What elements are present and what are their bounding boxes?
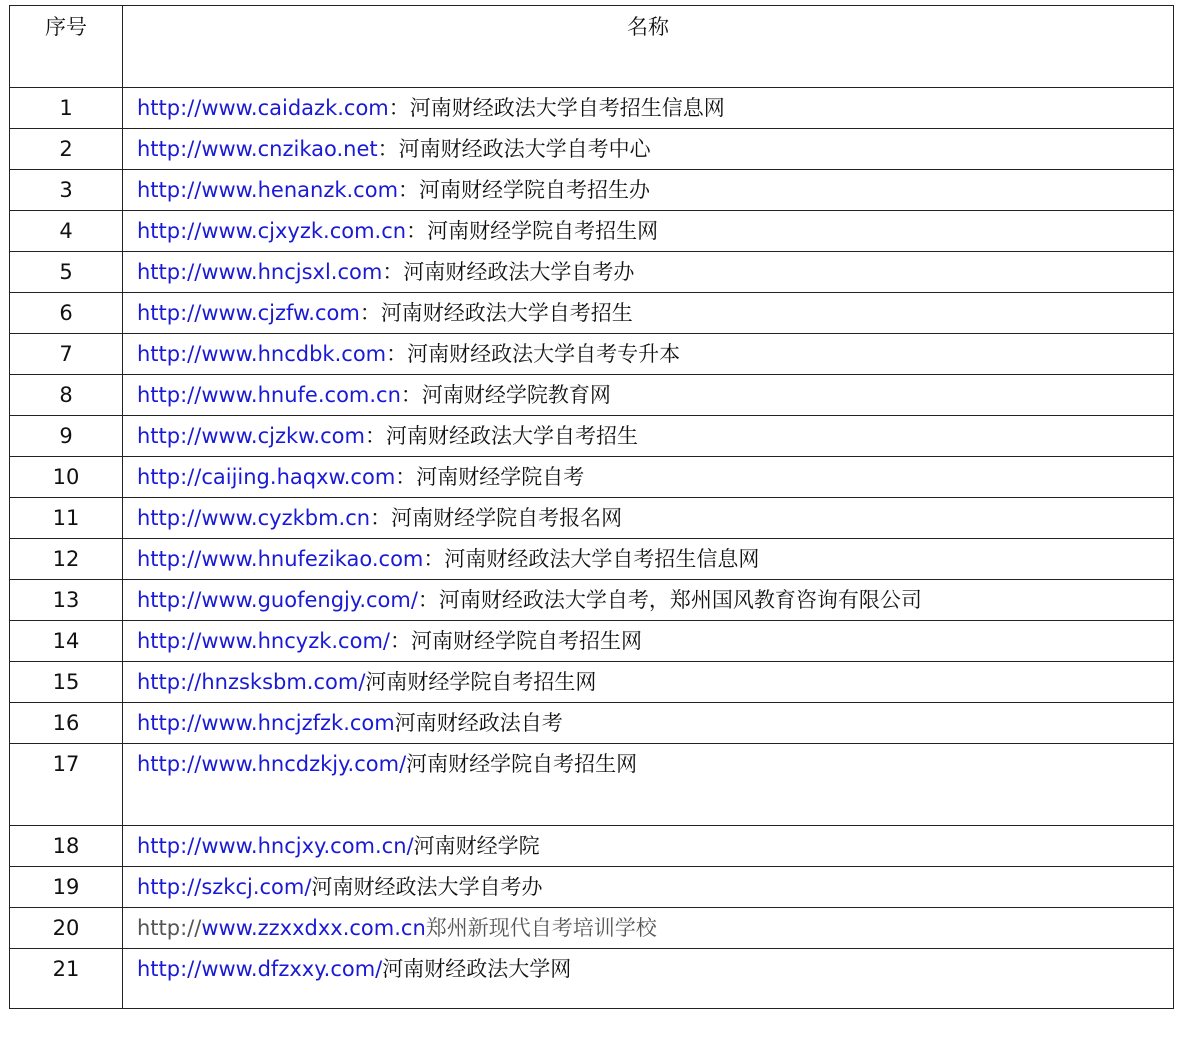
row-site-name: 河南财经学院自考招生网 xyxy=(365,670,597,694)
row-link[interactable]: http://szkcj.com/ xyxy=(137,875,312,899)
row-link[interactable]: http://www.cnzikao.net xyxy=(137,137,378,161)
header-name: 名称 xyxy=(123,6,1174,88)
table-row xyxy=(10,334,1174,375)
row-index: 19 xyxy=(10,867,123,908)
row-name-cell xyxy=(123,293,1174,334)
row-site-name: 河南财经政法大学自考招生信息网 xyxy=(444,547,760,571)
table-row xyxy=(10,170,1174,211)
table-row xyxy=(10,252,1174,293)
row-link[interactable]: http://www.hncdbk.com xyxy=(137,342,387,366)
row-name-cell xyxy=(123,170,1174,211)
row-separator: ： xyxy=(382,260,404,284)
row-link[interactable]: http://www.hncyzk.com/ xyxy=(137,629,390,653)
table-row xyxy=(10,539,1174,580)
row-name-cell xyxy=(123,334,1174,375)
row-index: 5 xyxy=(10,252,123,293)
row-index: 21 xyxy=(10,949,123,1009)
row-separator: ： xyxy=(398,178,420,202)
row-name-cell xyxy=(123,949,1174,1009)
row-index: 17 xyxy=(10,744,123,826)
row-name-cell xyxy=(123,498,1174,539)
table-row xyxy=(10,457,1174,498)
row-index: 1 xyxy=(10,88,123,129)
row-separator: ： xyxy=(400,383,422,407)
row-separator: ： xyxy=(364,424,386,448)
row-name-cell xyxy=(123,375,1174,416)
row-name-cell xyxy=(123,416,1174,457)
row-site-name: 河南财经政法大学自考办 xyxy=(311,875,543,899)
row-separator: ： xyxy=(377,137,399,161)
row-name-cell xyxy=(123,539,1174,580)
table-row xyxy=(10,826,1174,867)
table-row xyxy=(10,949,1174,1009)
table-row xyxy=(10,621,1174,662)
row-name-cell xyxy=(123,744,1174,826)
table-row xyxy=(10,703,1174,744)
table-row xyxy=(10,129,1174,170)
row-index: 14 xyxy=(10,621,123,662)
row-link[interactable]: http://www.dfzxxy.com/ xyxy=(137,957,383,981)
row-link[interactable]: http://www.cyzkbm.cn xyxy=(137,506,371,530)
row-site-name: 河南财经学院自考招生办 xyxy=(419,178,651,202)
row-index: 2 xyxy=(10,129,123,170)
row-separator: ： xyxy=(423,547,445,571)
row-name-cell xyxy=(123,211,1174,252)
table-row xyxy=(10,908,1174,949)
row-site-name: 河南财经学院 xyxy=(413,834,540,858)
row-link[interactable]: http://www.hncjxy.com.cn/ xyxy=(137,834,414,858)
table-row xyxy=(10,662,1174,703)
row-link[interactable]: http://www.henanzk.com xyxy=(137,178,399,202)
row-name-cell xyxy=(123,703,1174,744)
row-link[interactable]: http://www.hncjzfzk.com xyxy=(137,711,395,735)
table-row xyxy=(10,416,1174,457)
row-link[interactable]: http://www.guofengjy.com/ xyxy=(137,588,418,612)
table-row xyxy=(10,293,1174,334)
row-site-name: 郑州新现代自考培训学校 xyxy=(425,916,657,940)
row-index: 16 xyxy=(10,703,123,744)
row-link[interactable]: http://www.caidazk.com xyxy=(137,96,389,120)
row-index: 13 xyxy=(10,580,123,621)
row-name-cell xyxy=(123,457,1174,498)
row-site-name: 河南财经学院自考招生网 xyxy=(410,629,642,653)
row-site-name: 河南财经政法大学自考招生信息网 xyxy=(409,96,725,120)
row-index: 20 xyxy=(10,908,123,949)
row-separator: ： xyxy=(406,219,428,243)
table-row xyxy=(10,867,1174,908)
row-link[interactable]: http://www.cjzfw.com xyxy=(137,301,360,325)
row-index: 3 xyxy=(10,170,123,211)
row-site-name: 河南财经政法大学自考招生 xyxy=(380,301,633,325)
row-site-name: 河南财经政法大学自考中心 xyxy=(398,137,651,161)
table-row xyxy=(10,744,1174,826)
row-name-cell xyxy=(123,662,1174,703)
row-index: 10 xyxy=(10,457,123,498)
row-site-name: 河南财经政法自考 xyxy=(394,711,563,735)
row-link-prefix: http:// xyxy=(137,916,202,940)
row-name-cell xyxy=(123,826,1174,867)
row-name-cell xyxy=(123,621,1174,662)
row-link[interactable]: www.zzxxdxx.com.cn xyxy=(201,916,426,940)
row-index: 4 xyxy=(10,211,123,252)
table-row xyxy=(10,211,1174,252)
row-separator: ： xyxy=(395,465,417,489)
row-link[interactable]: http://www.cjxyzk.com.cn xyxy=(137,219,407,243)
row-separator: ： xyxy=(388,96,410,120)
row-separator: ： xyxy=(359,301,381,325)
row-separator: ： xyxy=(370,506,392,530)
row-link[interactable]: http://www.hncdzkjy.com/ xyxy=(137,752,407,776)
row-index: 11 xyxy=(10,498,123,539)
row-site-name: 河南财经政法大学自考办 xyxy=(403,260,635,284)
row-index: 15 xyxy=(10,662,123,703)
header-row xyxy=(10,6,1174,88)
table-row xyxy=(10,88,1174,129)
row-name-cell xyxy=(123,252,1174,293)
row-name-cell xyxy=(123,129,1174,170)
row-site-name: 河南财经学院教育网 xyxy=(421,383,611,407)
row-site-name: 河南财经学院自考 xyxy=(416,465,585,489)
row-name-cell xyxy=(123,908,1174,949)
row-site-name: 河南财经政法大学网 xyxy=(382,957,572,981)
row-index: 8 xyxy=(10,375,123,416)
row-name-cell xyxy=(123,580,1174,621)
row-link[interactable]: http://www.hncjsxl.com xyxy=(137,260,383,284)
row-index: 18 xyxy=(10,826,123,867)
table-row xyxy=(10,580,1174,621)
row-link[interactable]: http://www.cjzkw.com xyxy=(137,424,365,448)
table-row xyxy=(10,498,1174,539)
row-site-name: 河南财经学院自考报名网 xyxy=(391,506,623,530)
row-link[interactable]: http://www.hnufezikao.com xyxy=(137,547,424,571)
site-list-table xyxy=(9,5,1174,1009)
row-name-cell xyxy=(123,867,1174,908)
table-row xyxy=(10,375,1174,416)
row-index: 6 xyxy=(10,293,123,334)
row-link[interactable]: http://caijing.haqxw.com xyxy=(137,465,396,489)
row-site-name: 河南财经政法大学自考，郑州国风教育咨询有限公司 xyxy=(438,588,922,612)
header-index: 序号 xyxy=(10,6,123,88)
row-separator: ： xyxy=(417,588,439,612)
row-link[interactable]: http://hnzsksbm.com/ xyxy=(137,670,366,694)
row-index: 9 xyxy=(10,416,123,457)
row-site-name: 河南财经学院自考招生网 xyxy=(406,752,638,776)
row-site-name: 河南财经政法大学自考招生 xyxy=(385,424,638,448)
row-index: 7 xyxy=(10,334,123,375)
row-separator: ： xyxy=(389,629,411,653)
row-separator: ： xyxy=(386,342,408,366)
row-site-name: 河南财经学院自考招生网 xyxy=(427,219,659,243)
row-site-name: 河南财经政法大学自考专升本 xyxy=(407,342,681,366)
row-index: 12 xyxy=(10,539,123,580)
row-link[interactable]: http://www.hnufe.com.cn xyxy=(137,383,401,407)
row-name-cell xyxy=(123,88,1174,129)
